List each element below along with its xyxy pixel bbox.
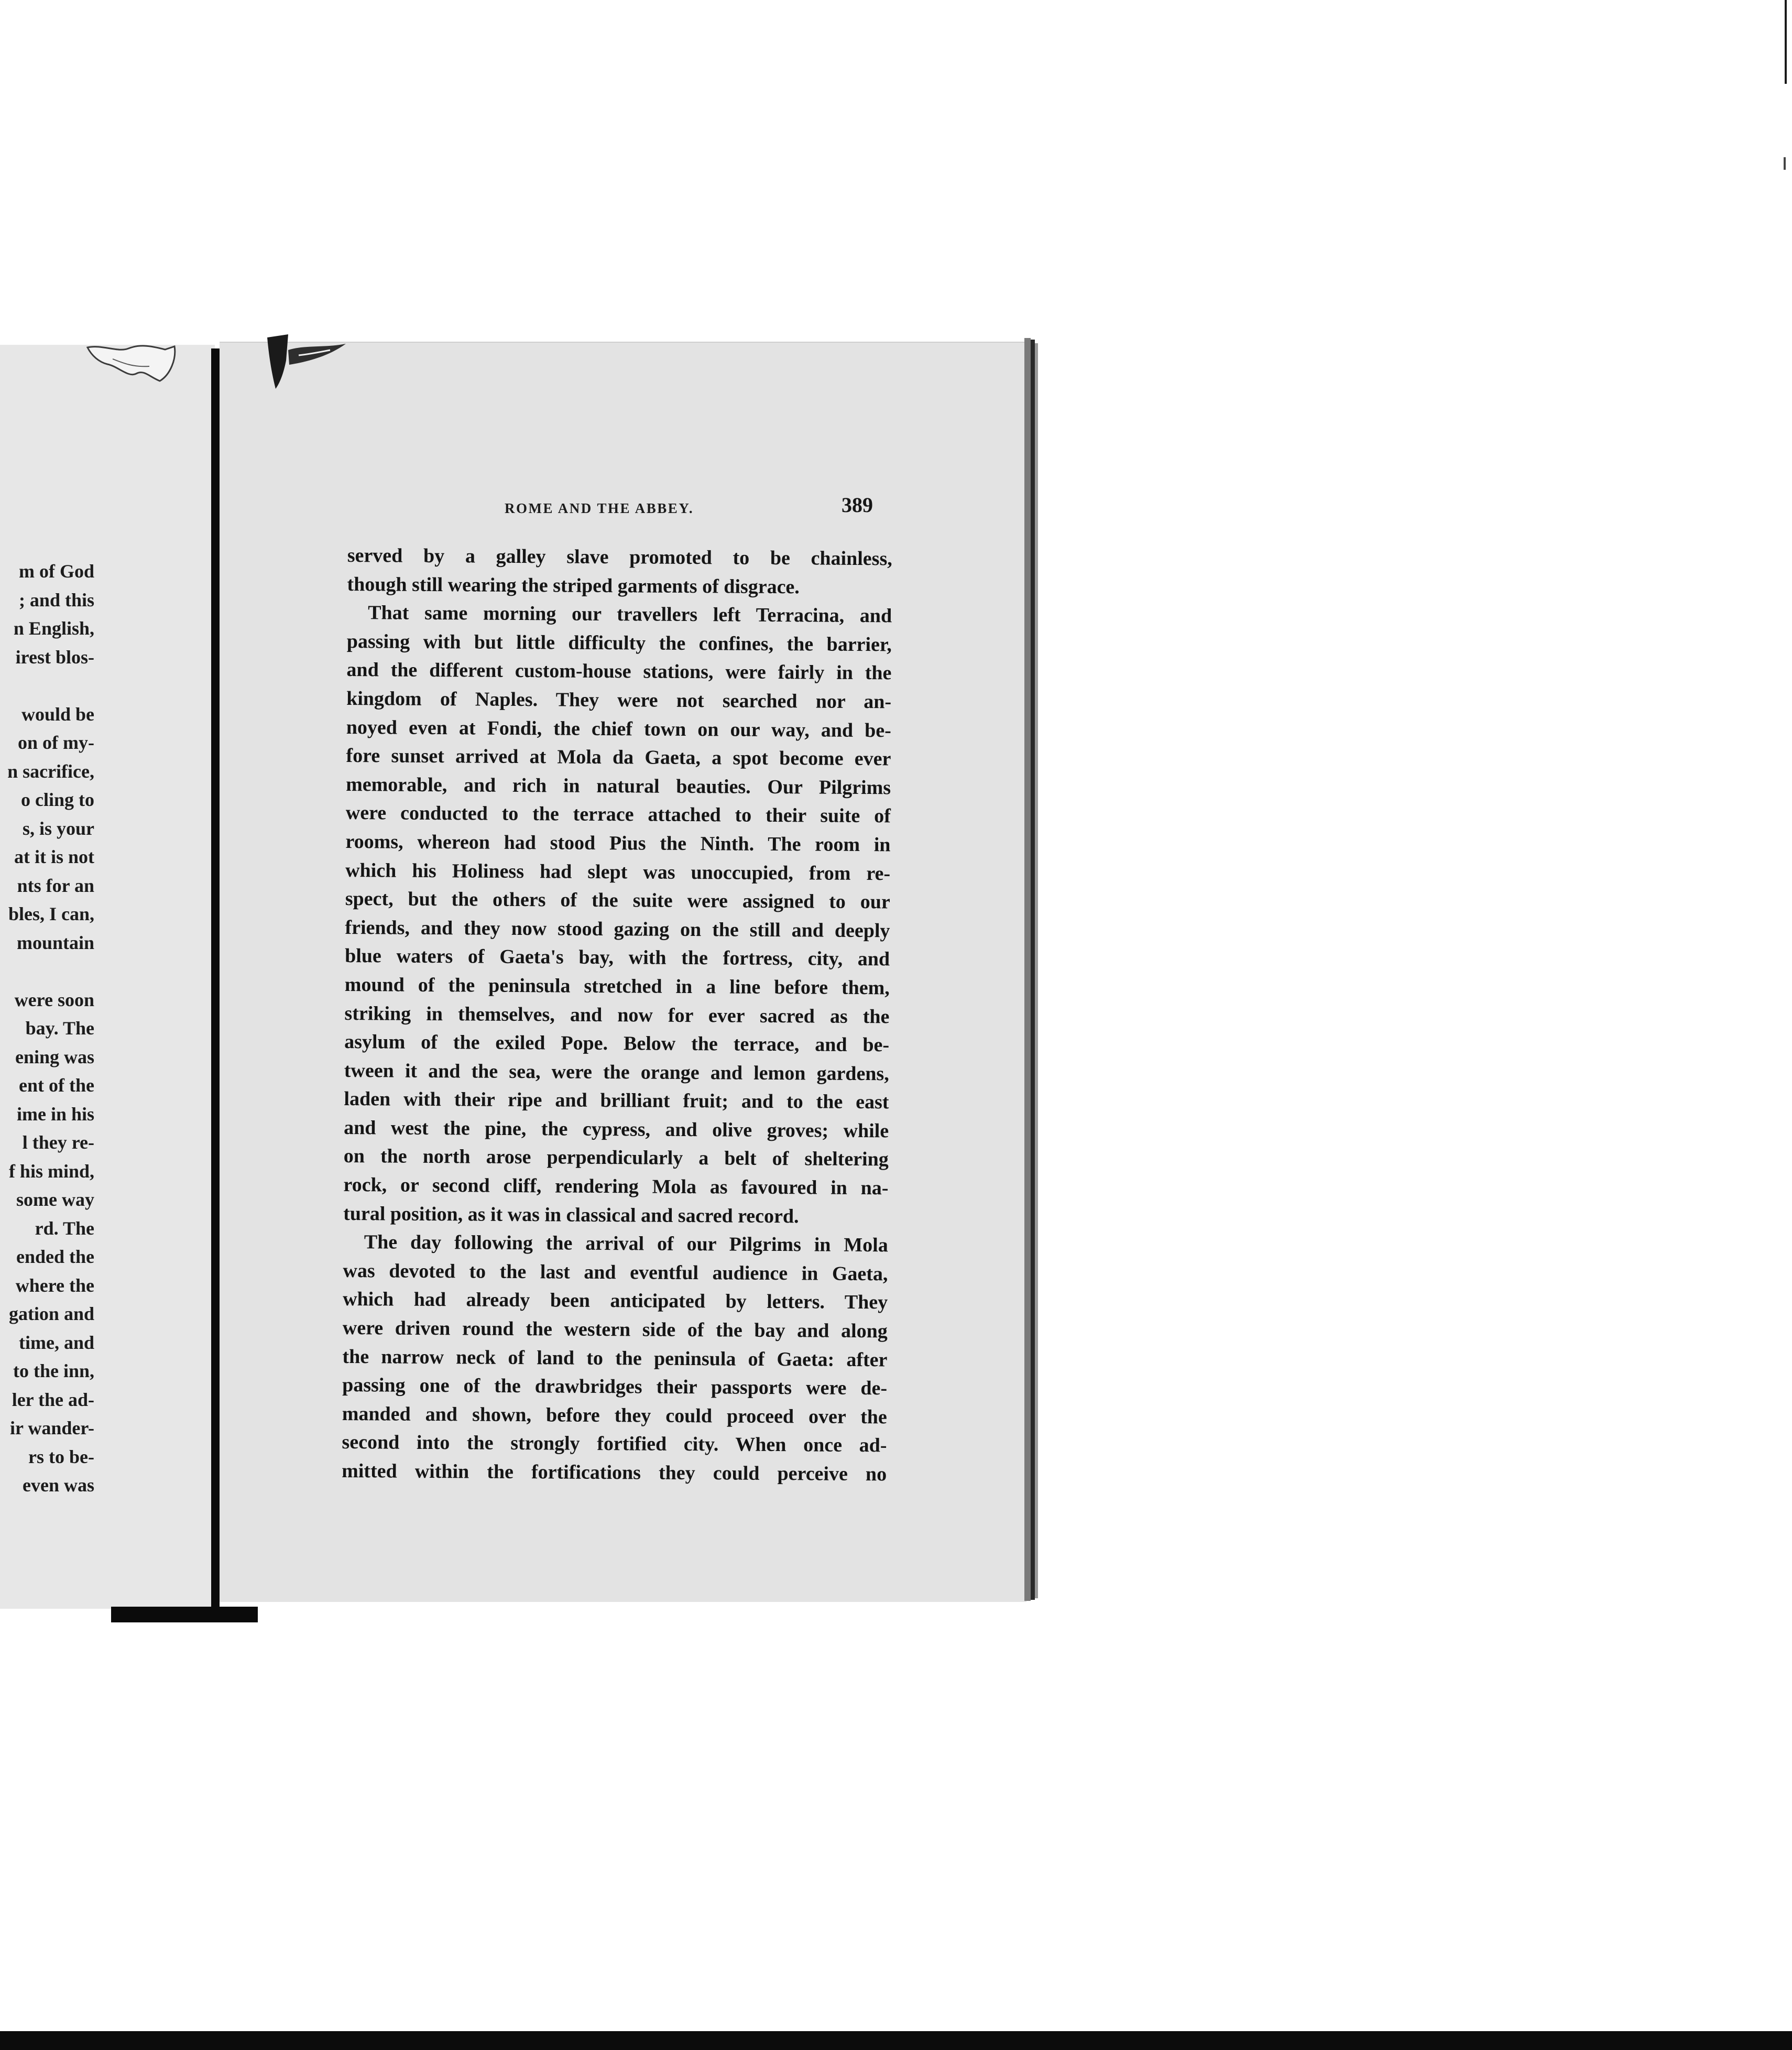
text-line: noyed even at Fondi, the chief town on our way, and be- [346,716,891,742]
text-line: spect, but the others of the suite were assigned to our [345,888,890,913]
left-line: some way [16,1189,94,1210]
left-line: would be [21,703,94,725]
text-line: and the different custom-house stations, were fairly in the [346,659,892,684]
left-line: irest blos- [15,646,94,668]
text-line: which had already been anticipated by letters. They [343,1288,888,1314]
left-line: l they re- [22,1132,94,1153]
left-line: ler the ad- [12,1389,94,1410]
left-line: gation and [8,1303,94,1324]
paragraph-first-line: That same morning our travellers left Terracina, and [368,602,892,627]
torn-paper-mark [86,343,178,385]
left-line: even was [23,1475,94,1496]
left-line: ; and this [18,589,94,610]
text-line: mitted within the fortifications they could perceive no [342,1459,887,1486]
left-line: n English, [13,618,94,639]
left-line: on of my- [18,732,94,753]
text-line: the narrow neck of land to the peninsula of Gaeta: after [342,1345,888,1371]
left-line: to the inn, [13,1360,94,1381]
scanner-bottom-bar [0,2031,1792,2050]
text-line: friends, and they now stood gazing on the still and deeply [345,916,890,942]
left-line-gap [0,671,94,700]
text-line: fore sunset arrived at Mola da Gaeta, a spot become ever [346,745,891,770]
left-line: m of God [19,561,94,582]
left-line: where the [15,1274,94,1296]
left-line: rd. The [35,1217,94,1239]
left-line: ime in his [16,1103,94,1125]
page-edge-highlight [1035,343,1038,1598]
text-line: kingdom of Naples. They were not searched nor an- [346,687,892,713]
scan-corner-mark [1785,0,1792,84]
left-line: were soon [14,989,94,1010]
left-line: rs to be- [28,1446,94,1467]
text-line: second into the strongly fortified city. When once ad- [342,1431,887,1457]
left-line: ent of the [19,1075,94,1096]
paragraph-first-line: The day following the arrival of our Pilgrims in Mola [364,1231,888,1257]
text-line: passing one of the drawbridges their passports were de- [342,1374,888,1400]
left-line: ir wander- [10,1417,94,1438]
text-line: though still wearing the striped garments of disgrace. [347,573,800,598]
text-line: tween it and the sea, were the orange and lemon gardens, [344,1059,889,1085]
left-line: at it is not [14,846,94,867]
text-line: which his Holiness had slept was unoccupied, from re- [345,859,891,885]
text-line: laden with their ripe and brilliant fruit; and to the east [344,1088,889,1114]
text-line: rock, or second cliff, rendering Mola as favoured in na- [343,1174,889,1200]
left-line: ended the [16,1246,94,1267]
left-line: mountain [16,932,94,953]
scan-edge-tick [1784,157,1786,170]
text-line: and west the pine, the cypress, and olive groves; while [344,1116,889,1142]
text-line: was devoted to the last and eventful audience in Gaeta, [343,1259,888,1285]
text-line: blue waters of Gaeta's bay, with the fortress, city, and [345,945,890,971]
page-edge-shadow [1031,340,1035,1600]
text-line: manded and shown, before they could proceed over the [342,1402,887,1429]
left-line: bles, I can, [8,903,94,924]
page-edge [1024,338,1031,1601]
text-line: asylum of the exiled Pope. Below the terrace, and be- [344,1031,890,1056]
left-line: n sacrifice, [7,760,94,782]
left-line: bay. The [25,1018,94,1039]
text-line: were conducted to the terrace attached to their suite of [345,802,891,827]
torn-corner-mark [252,334,356,392]
text-line: mound of the peninsula stretched in a line before them, [344,973,890,999]
text-line: passing with but little difficulty the confines, the barrier, [346,630,892,656]
left-line: s, is your [22,817,94,839]
text-line: memorable, and rich in natural beauties. Our Pilgrims [346,773,891,799]
left-line-gap [0,957,94,986]
left-page [0,345,215,1609]
text-line: tural position, as it was in classical and sacred record. [343,1202,799,1227]
text-line: on the north arose perpendicularly a belt of sheltering [343,1145,889,1171]
page-body-text [342,541,892,1489]
page-number: 389 [842,493,873,517]
running-head: ROME AND THE ABBEY. [505,500,694,516]
spine-foot [111,1607,258,1622]
book-spine [211,348,220,1611]
text-line: rooms, whereon had stood Pius the Ninth. The room in [345,830,891,856]
left-page-text [0,557,94,1500]
left-line: ening was [15,1046,94,1067]
text-line: striking in themselves, and now for ever sacred as the [344,1002,890,1028]
left-line: nts for an [17,875,94,896]
left-line: time, and [19,1332,94,1353]
text-line: served by a galley slave promoted to be chainless, [347,544,892,570]
text-line: were driven round the western side of the bay and along [342,1317,888,1343]
left-line: f his mind, [8,1160,94,1182]
left-line: o cling to [21,789,94,810]
